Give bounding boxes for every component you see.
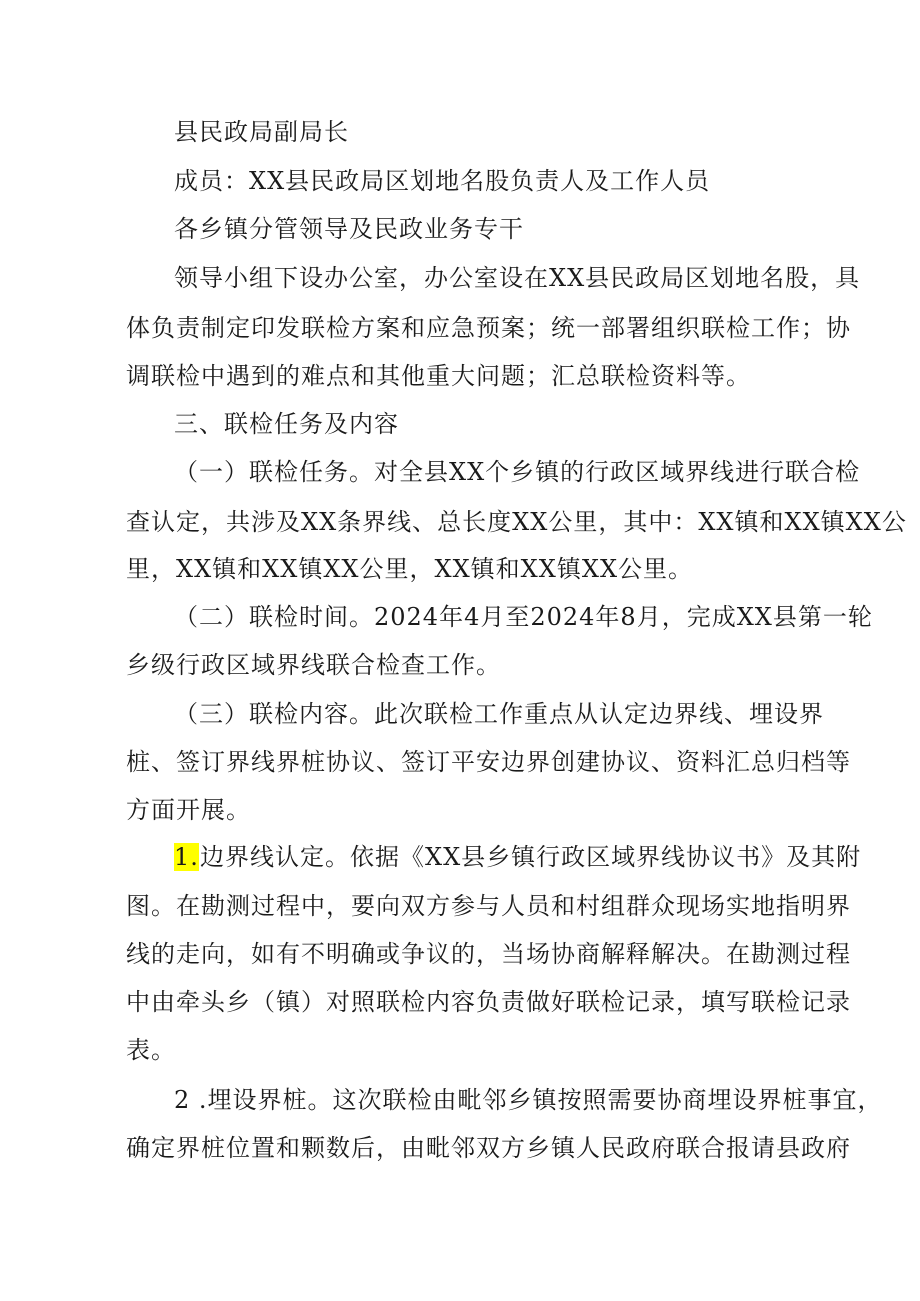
body-line-10: 里，XX镇和XX镇XX公里，XX镇和XX镇XX公里。: [126, 555, 694, 583]
body-line-3: 各乡镇分管领导及民政业务专干: [174, 215, 524, 243]
body-line-2: 成员：XX县民政局区划地名股负责人及工作人员: [174, 167, 711, 195]
list-number-highlight: [174, 843, 199, 871]
body-line-11: （二）联检时间。2024年4月至2024年8月，完成XX县第一轮: [174, 603, 873, 631]
body-line-17: 图。在勘测过程中，要向双方参与人员和村组群众现场实地指明界: [126, 892, 851, 920]
body-line-8: （一）联检任务。对全县XX个乡镇的行政区域界线进行联合检: [174, 458, 861, 486]
body-line-15: 方面开展。: [126, 796, 251, 824]
body-line-12: 乡级行政区域界线联合检查工作。: [126, 651, 501, 679]
highlighted-number: 1.: [174, 843, 199, 871]
body-line-19: 中由牵头乡（镇）对照联检内容负责做好联检记录，填写联检记录: [126, 988, 851, 1016]
body-line-18: 线的走向，如有不明确或争议的，当场协商解释解决。在勘测过程: [126, 940, 851, 968]
body-line-1: 县民政局副局长: [174, 118, 349, 146]
body-line-20: 表。: [126, 1036, 176, 1064]
body-line-4: 领导小组下设办公室，办公室设在XX县民政局区划地名股，具: [174, 264, 861, 292]
body-line-22: 确定界桩位置和颗数后，由毗邻双方乡镇人民政府联合报请县政府: [126, 1134, 851, 1162]
section-heading: 三、联检任务及内容: [174, 410, 399, 438]
body-line-5: 体负责制定印发联检方案和应急预案；统一部署组织联检工作；协: [126, 314, 851, 342]
body-line-16: 边界线认定。依据《XX县乡镇行政区域界线协议书》及其附: [200, 843, 862, 871]
body-line-21: 2 .埋设界桩。这次联检由毗邻乡镇按照需要协商埋设界桩事宜，: [174, 1086, 883, 1114]
body-line-6: 调联检中遇到的难点和其他重大问题；汇总联检资料等。: [126, 362, 751, 390]
body-line-9: 查认定，共涉及XX条界线、总长度XX公里，其中：XX镇和XX镇XX公: [126, 508, 907, 536]
body-line-14: 桩、签订界线界桩协议、签订平安边界创建协议、资料汇总归档等: [126, 748, 851, 776]
body-line-13: （三）联检内容。此次联检工作重点从认定边界线、埋设界: [174, 700, 824, 728]
